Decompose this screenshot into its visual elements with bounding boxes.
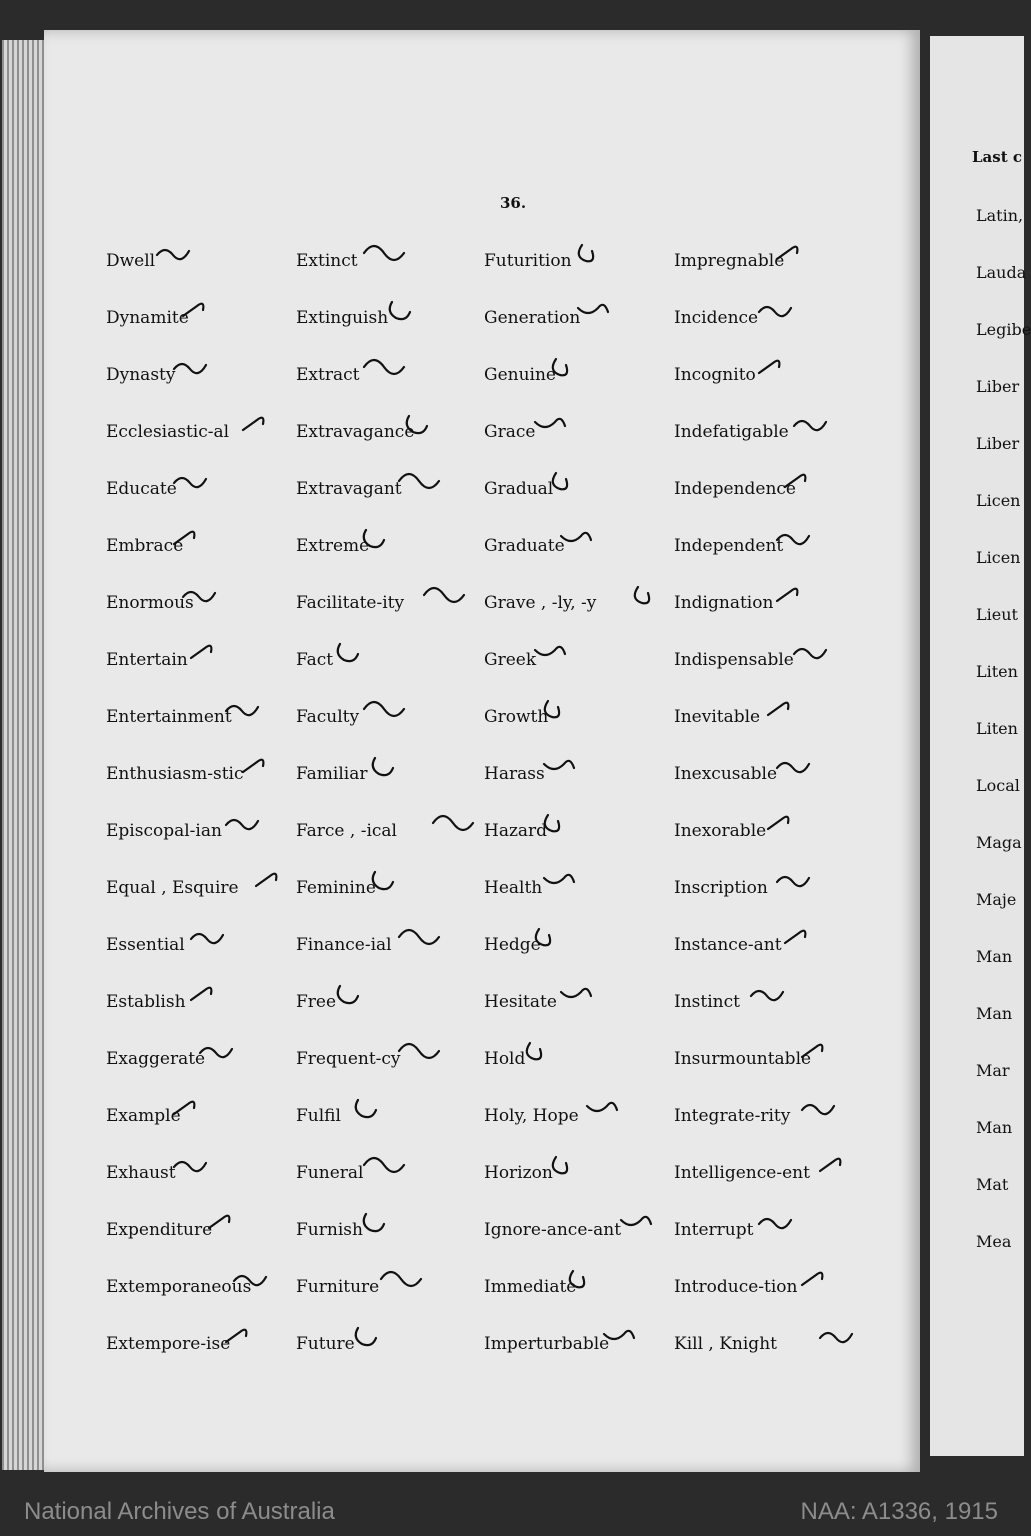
entry-word: Kill , Knight xyxy=(674,1334,777,1354)
right-page-word: Local xyxy=(976,776,1020,795)
right-page-word: Legibe xyxy=(976,320,1031,339)
entry-word: Incidence xyxy=(674,308,759,328)
entry xyxy=(106,1147,296,1204)
shorthand-outline-icon xyxy=(364,530,414,570)
entry-word: Instinct xyxy=(674,992,740,1012)
shorthand-outline-icon xyxy=(544,758,594,798)
entry-word: Feminine xyxy=(296,878,376,898)
entry xyxy=(484,691,674,748)
entry xyxy=(296,1261,486,1318)
entry xyxy=(106,577,296,634)
entry xyxy=(484,748,674,805)
entry-word: Ignore-ance-ant xyxy=(484,1220,622,1240)
shorthand-outline-icon xyxy=(777,530,827,570)
entry xyxy=(296,520,486,577)
entry-word: Indefatigable xyxy=(674,422,789,442)
right-page xyxy=(930,36,1031,1456)
entry xyxy=(484,1147,674,1204)
shorthand-outline-icon xyxy=(243,758,293,798)
entry-word: Intelligence-ent xyxy=(674,1163,810,1183)
entry-word: Hesitate xyxy=(484,992,557,1012)
shorthand-outline-icon xyxy=(174,1100,224,1140)
entry xyxy=(296,1204,486,1261)
right-page-word: Lieut xyxy=(976,605,1018,624)
entry xyxy=(484,1090,674,1147)
right-page-word: Mat xyxy=(976,1175,1009,1194)
entry-word: Dynasty xyxy=(106,365,176,385)
shorthand-outline-icon xyxy=(759,1214,809,1254)
entry-word: Interrupt xyxy=(674,1220,754,1240)
entry xyxy=(484,976,674,1033)
entry xyxy=(106,1261,296,1318)
entry-word: Health xyxy=(484,878,543,898)
shorthand-outline-icon xyxy=(183,587,233,627)
shorthand-outline-icon xyxy=(373,758,423,798)
entry-word: Incognito xyxy=(674,365,756,385)
entry-word: Extemporaneous xyxy=(106,1277,252,1297)
right-page-word: Man xyxy=(976,1118,1013,1137)
shorthand-outline-icon xyxy=(785,929,835,969)
entry-word: Impregnable xyxy=(674,251,785,271)
right-page-word: Liber xyxy=(976,377,1020,396)
entry xyxy=(296,862,486,919)
archive-reference: NAA: A1336, 1915 xyxy=(800,1498,998,1525)
shorthand-outline-icon xyxy=(561,986,611,1026)
entry xyxy=(484,406,674,463)
entry xyxy=(106,805,296,862)
shorthand-outline-icon xyxy=(759,359,809,399)
entry-word: Insurmountable xyxy=(674,1049,812,1069)
word-column-4 xyxy=(674,235,864,1375)
shorthand-outline-icon xyxy=(777,587,827,627)
entry xyxy=(296,805,486,862)
right-page-word: Licen xyxy=(976,548,1021,567)
shorthand-outline-icon xyxy=(552,473,602,513)
shorthand-outline-icon xyxy=(226,815,276,855)
shorthand-outline-icon xyxy=(785,473,835,513)
right-page-word: Licen xyxy=(976,491,1021,510)
entry xyxy=(674,805,864,862)
entry xyxy=(106,463,296,520)
entry-word: Hedge xyxy=(484,935,541,955)
entry xyxy=(484,805,674,862)
shorthand-outline-icon xyxy=(621,1214,671,1254)
entry xyxy=(674,406,864,463)
entry xyxy=(296,1090,486,1147)
shorthand-outline-icon xyxy=(226,701,276,741)
entry xyxy=(484,634,674,691)
entry xyxy=(106,406,296,463)
shorthand-outline-icon xyxy=(552,359,602,399)
entry-word: Integrate-rity xyxy=(674,1106,791,1126)
entry xyxy=(674,292,864,349)
shorthand-outline-icon xyxy=(200,1043,250,1083)
entry xyxy=(106,235,296,292)
entry-word: Establish xyxy=(106,992,186,1012)
shorthand-outline-icon xyxy=(802,1043,852,1083)
shorthand-outline-icon xyxy=(535,929,585,969)
entry-word: Grace xyxy=(484,422,536,442)
entry xyxy=(674,349,864,406)
entry-word: Fact xyxy=(296,650,334,670)
shorthand-outline-icon xyxy=(587,1100,637,1140)
entry xyxy=(674,634,864,691)
entry xyxy=(106,748,296,805)
shorthand-outline-icon xyxy=(183,302,233,342)
shorthand-outline-icon xyxy=(390,302,440,342)
shorthand-outline-icon xyxy=(794,644,844,684)
entry-word: Extract xyxy=(296,365,360,385)
right-page-word: Mea xyxy=(976,1232,1012,1251)
right-page-word: Latin, xyxy=(976,206,1024,225)
entry-word: Extravagant xyxy=(296,479,402,499)
entry xyxy=(484,349,674,406)
entry xyxy=(106,1090,296,1147)
entry-word: Example xyxy=(106,1106,181,1126)
shorthand-outline-icon xyxy=(777,758,827,798)
shorthand-outline-icon xyxy=(356,1328,406,1368)
entry xyxy=(674,1318,864,1375)
entry xyxy=(296,634,486,691)
shorthand-outline-icon xyxy=(157,245,207,285)
shorthand-outline-icon xyxy=(338,986,388,1026)
entry-word: Greek xyxy=(484,650,537,670)
entry-word: Immediate xyxy=(484,1277,577,1297)
entry xyxy=(296,349,486,406)
shorthand-outline-icon xyxy=(578,245,628,285)
entry-word: Indignation xyxy=(674,593,774,613)
entry-word: Inevitable xyxy=(674,707,761,727)
page-number: 36. xyxy=(500,194,527,212)
shorthand-outline-icon xyxy=(526,1043,576,1083)
shorthand-outline-icon xyxy=(794,416,844,456)
right-page-word: Maje xyxy=(976,890,1017,909)
right-page-word: Liten xyxy=(976,662,1018,681)
right-page-word: Liber xyxy=(976,434,1020,453)
entry xyxy=(674,577,864,634)
entry xyxy=(674,520,864,577)
entry-word: Entertainment xyxy=(106,707,232,727)
entry-word: Dynamite xyxy=(106,308,189,328)
shorthand-outline-icon xyxy=(174,473,224,513)
entry xyxy=(674,748,864,805)
entry xyxy=(674,976,864,1033)
archive-name: National Archives of Australia xyxy=(24,1498,335,1525)
entry-word: Funeral xyxy=(296,1163,364,1183)
entry-word: Futurition xyxy=(484,251,572,271)
entry-word: Independent xyxy=(674,536,784,556)
left-page xyxy=(44,30,920,1472)
entry-word: Genuine xyxy=(484,365,556,385)
entry xyxy=(296,577,486,634)
shorthand-outline-icon xyxy=(751,986,801,1026)
entry xyxy=(296,1033,486,1090)
shorthand-outline-icon xyxy=(191,986,241,1026)
shorthand-outline-icon xyxy=(191,929,241,969)
entry-word: Episcopal-ian xyxy=(106,821,222,841)
shorthand-outline-icon xyxy=(544,815,594,855)
shorthand-outline-icon xyxy=(174,1157,224,1197)
entry-word: Entertain xyxy=(106,650,188,670)
entry-word: Finance-ial xyxy=(296,935,392,955)
entry-word: Farce , -ical xyxy=(296,821,397,841)
shorthand-outline-icon xyxy=(820,1328,870,1368)
entry xyxy=(674,1147,864,1204)
entry xyxy=(106,862,296,919)
entry-word: Ecclesiastic-al xyxy=(106,422,230,442)
entry-word: Familiar xyxy=(296,764,368,784)
shorthand-outline-icon xyxy=(243,416,293,456)
entry-word: Equal , Esquire xyxy=(106,878,239,898)
entry-word: Exaggerate xyxy=(106,1049,206,1069)
entry xyxy=(296,976,486,1033)
entry-word: Independence xyxy=(674,479,796,499)
shorthand-outline-icon xyxy=(373,872,423,912)
entry xyxy=(484,520,674,577)
shorthand-outline-icon xyxy=(356,1100,406,1140)
shorthand-outline-icon xyxy=(381,1271,431,1311)
shorthand-outline-icon xyxy=(399,473,449,513)
entry-word: Instance-ant xyxy=(674,935,782,955)
entry-word: Grave , -ly, -y xyxy=(484,593,597,613)
entry-word: Imperturbable xyxy=(484,1334,610,1354)
entry-word: Gradual xyxy=(484,479,554,499)
entry xyxy=(674,235,864,292)
shorthand-outline-icon xyxy=(407,416,457,456)
entry-word: Extempore-ise xyxy=(106,1334,231,1354)
entry xyxy=(484,292,674,349)
entry-word: Furniture xyxy=(296,1277,380,1297)
entry xyxy=(106,349,296,406)
entry-word: Generation xyxy=(484,308,581,328)
entry-word: Educate xyxy=(106,479,177,499)
shorthand-outline-icon xyxy=(544,872,594,912)
entry-word: Indispensable xyxy=(674,650,794,670)
right-page-word: Lauda xyxy=(976,263,1027,282)
entry-word: Inexcusable xyxy=(674,764,778,784)
shorthand-outline-icon xyxy=(544,701,594,741)
entry-word: Expenditure xyxy=(106,1220,213,1240)
shorthand-outline-icon xyxy=(759,302,809,342)
entry xyxy=(674,862,864,919)
entry-word: Extreme xyxy=(296,536,370,556)
entry-word: Essential xyxy=(106,935,185,955)
entry xyxy=(674,919,864,976)
shorthand-outline-icon xyxy=(561,530,611,570)
right-page-word: Man xyxy=(976,1004,1013,1023)
entry xyxy=(106,691,296,748)
entry-word: Frequent-cy xyxy=(296,1049,401,1069)
entry xyxy=(106,520,296,577)
entry xyxy=(296,691,486,748)
entry xyxy=(484,862,674,919)
entry-word: Extravagance xyxy=(296,422,415,442)
shorthand-outline-icon xyxy=(604,1328,654,1368)
entry-word: Holy, Hope xyxy=(484,1106,579,1126)
shorthand-outline-icon xyxy=(768,701,818,741)
entry-word: Inscription xyxy=(674,878,768,898)
entry xyxy=(674,463,864,520)
entry xyxy=(296,406,486,463)
shorthand-outline-icon xyxy=(364,1157,414,1197)
shorthand-outline-icon xyxy=(535,416,585,456)
shorthand-outline-icon xyxy=(424,587,474,627)
shorthand-outline-icon xyxy=(802,1271,852,1311)
entry-word: Exhaust xyxy=(106,1163,176,1183)
shorthand-outline-icon xyxy=(364,359,414,399)
entry-word: Inexorable xyxy=(674,821,767,841)
word-column-2 xyxy=(296,235,486,1375)
shorthand-outline-icon xyxy=(191,644,241,684)
entry xyxy=(484,919,674,976)
entry xyxy=(296,235,486,292)
entry xyxy=(674,1090,864,1147)
entry xyxy=(106,1033,296,1090)
entry-word: Graduate xyxy=(484,536,565,556)
entry xyxy=(484,577,674,634)
entry-word: Enthusiasm-stic xyxy=(106,764,244,784)
entry xyxy=(106,1204,296,1261)
entry-word: Hazard xyxy=(484,821,548,841)
entry-word: Future xyxy=(296,1334,355,1354)
shorthand-outline-icon xyxy=(399,1043,449,1083)
right-page-word: Maga xyxy=(976,833,1022,852)
right-page-word: Mar xyxy=(976,1061,1010,1080)
entry xyxy=(484,1033,674,1090)
entry xyxy=(106,292,296,349)
entry xyxy=(106,634,296,691)
entry-word: Dwell xyxy=(106,251,156,271)
shorthand-outline-icon xyxy=(399,929,449,969)
entry xyxy=(484,1318,674,1375)
entry xyxy=(296,1147,486,1204)
shorthand-outline-icon xyxy=(338,644,388,684)
entry-word: Extinct xyxy=(296,251,358,271)
entry xyxy=(484,235,674,292)
shorthand-outline-icon xyxy=(174,530,224,570)
entry xyxy=(484,463,674,520)
entry xyxy=(296,1318,486,1375)
shorthand-outline-icon xyxy=(578,302,628,342)
entry-word: Harass xyxy=(484,764,545,784)
right-page-word: Liten xyxy=(976,719,1018,738)
shorthand-outline-icon xyxy=(364,245,414,285)
entry xyxy=(674,1033,864,1090)
shorthand-outline-icon xyxy=(209,1214,259,1254)
entry-word: Enormous xyxy=(106,593,194,613)
shorthand-outline-icon xyxy=(569,1271,619,1311)
entry xyxy=(484,1204,674,1261)
shorthand-outline-icon xyxy=(433,815,483,855)
entry xyxy=(296,748,486,805)
right-page-word: Man xyxy=(976,947,1013,966)
entry xyxy=(106,1318,296,1375)
entry-word: Fulfil xyxy=(296,1106,341,1126)
entry xyxy=(484,1261,674,1318)
shorthand-outline-icon xyxy=(820,1157,870,1197)
entry-word: Introduce-tion xyxy=(674,1277,798,1297)
shorthand-outline-icon xyxy=(174,359,224,399)
entry-word: Extinguish xyxy=(296,308,389,328)
word-column-3 xyxy=(484,235,674,1375)
entry xyxy=(296,919,486,976)
shorthand-outline-icon xyxy=(777,872,827,912)
entry-word: Embrace xyxy=(106,536,184,556)
entry-word: Horizon xyxy=(484,1163,553,1183)
entry-word: Furnish xyxy=(296,1220,363,1240)
entry-word: Free xyxy=(296,992,337,1012)
entry-word: Facilitate-ity xyxy=(296,593,405,613)
entry xyxy=(106,976,296,1033)
shorthand-outline-icon xyxy=(777,245,827,285)
entry xyxy=(674,1261,864,1318)
shorthand-outline-icon xyxy=(364,1214,414,1254)
entry-word: Faculty xyxy=(296,707,360,727)
entry xyxy=(674,691,864,748)
shorthand-outline-icon xyxy=(768,815,818,855)
entry xyxy=(296,292,486,349)
shorthand-outline-icon xyxy=(226,1328,276,1368)
shorthand-outline-icon xyxy=(802,1100,852,1140)
word-column-1 xyxy=(106,235,296,1375)
shorthand-outline-icon xyxy=(552,1157,602,1197)
entry xyxy=(296,463,486,520)
entry-word: Growth xyxy=(484,707,549,727)
shorthand-outline-icon xyxy=(364,701,414,741)
shorthand-outline-icon xyxy=(234,1271,284,1311)
shorthand-outline-icon xyxy=(535,644,585,684)
page-edges xyxy=(2,40,46,1470)
right-page-heading: Last c xyxy=(972,148,1022,166)
entry xyxy=(106,919,296,976)
entry xyxy=(674,1204,864,1261)
entry-word: Hold xyxy=(484,1049,526,1069)
